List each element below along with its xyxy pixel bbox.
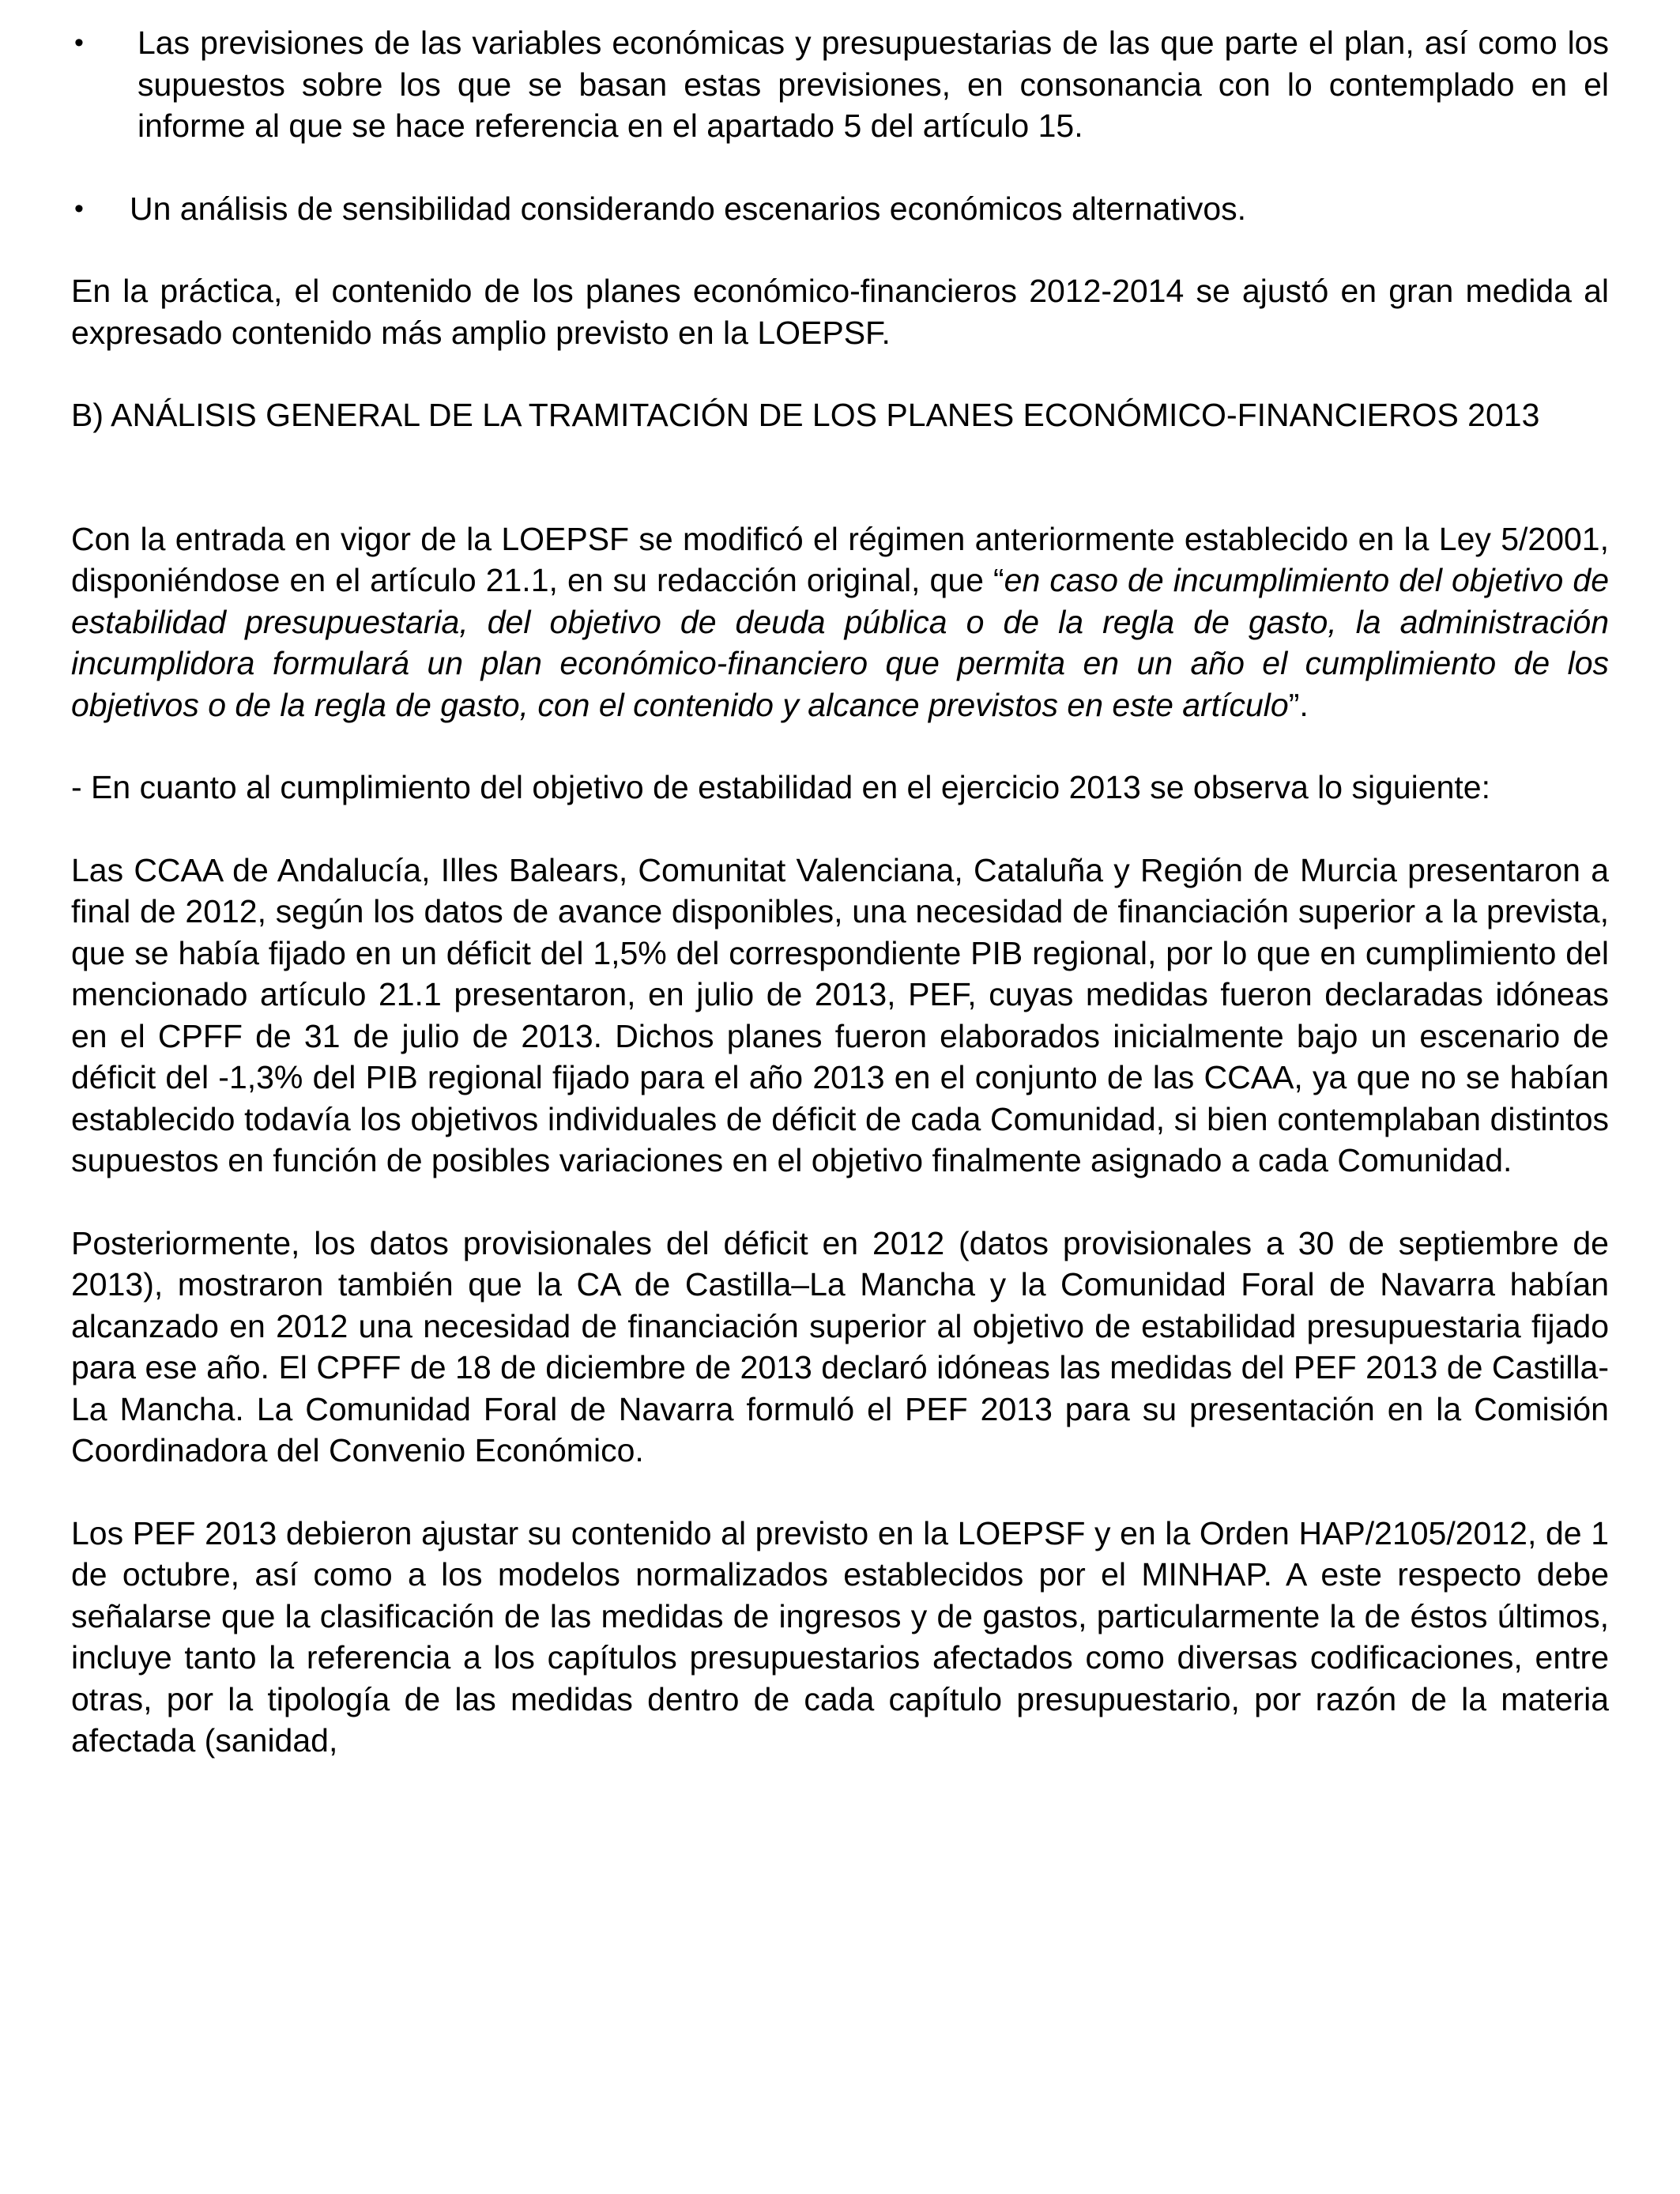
legal-quote: en caso de incumplimiento del objetivo de estabilidad presupuestaria, del objetivo de deuda pública o de la regla de gasto, la administración incumplidora formulará un plan económico-financiero que permita en un año el cumplimiento de los objetivos o de la regla de gasto, con el contenido y alcance previstos en este artículo [71, 562, 1609, 723]
paragraph: Posteriormente, los datos provisionales del déficit en 2012 (datos provisionales a 30 de septiembre de 2013), mostraron también que la CA de Castilla–La Mancha y la Comunidad Foral de Navarra habían alcanzado en 2012 una necesidad de financiación superior al objetivo de estabilidad presupuestaria fijado para ese año. El CPFF de 18 de diciembre de 2013 declaró idóneas las medidas del PEF 2013 de Castilla-La Mancha. La Comunidad Foral de Navarra formuló el PEF 2013 para su presentación en la Comisión Coordinadora del Convenio Económico. [71, 1224, 1609, 1468]
paragraph: Los PEF 2013 debieron ajustar su contenido al previsto en la LOEPSF y en la Orden HAP/2105/2012, de 1 de octubre, así como a los modelos normalizados establecidos por el MINHAP. A este respecto debe señalarse que la clasificación de las medidas de ingresos y de gastos, particularmente la de éstos últimos, incluye tanto la referencia a los capítulos presupuestarios afectados como diversas codificaciones, entre otras, por la tipología de las medidas dentro de cada capítulo presupuestario, por razón de la materia afectada (sanidad, [71, 1514, 1609, 1759]
paragraph: Las CCAA de Andalucía, Illes Balears, Comunitat Valenciana, Cataluña y Región de Murcia presentaron a final de 2012, según los datos de avance disponibles, una necesidad de financiación superior a la prevista, que se había fijado en un déficit del 1,5% del correspondiente PIB regional, por lo que en cumplimiento del mencionado artículo 21.1 presentaron, en julio de 2013, PEF, cuyas medidas fueron declaradas idóneas en el CPFF de 31 de julio de 2013. Dichos planes fueron elaborados inicialmente bajo un escenario de déficit del -1,3% del PIB regional fijado para el año 2013 en el conjunto de las CCAA, ya que no se habían establecido todavía los objetivos individuales de déficit de cada Comunidad, si bien contemplaban distintos supuestos en función de posibles variaciones en el objetivo finalmente asignado a cada Comunidad. [71, 851, 1609, 1178]
section-heading: B) ANÁLISIS GENERAL DE LA TRAMITACIÓN DE LOS PLANES ECONÓMICO-FINANCIEROS 2013 [71, 397, 1540, 433]
bullet-item [71, 188, 1609, 230]
paragraph: En la práctica, el contenido de los planes económico-financieros 2012-2014 se ajustó en gran medida al expresado contenido más amplio previsto en la LOEPSF. [71, 273, 1609, 351]
bullet-text: Las previsiones de las variables económicas y presupuestarias de las que parte el plan, así como los supuestos sobre los que se basan estas previsiones, en consonancia con lo contemplado en el informe al que se hace referencia en el apartado 5 del artículo 15. [137, 25, 1609, 144]
paragraph-with-quote [71, 518, 1609, 726]
bullet-item [71, 22, 1609, 147]
bullet-symbol: • [74, 193, 84, 224]
paragraph-text: Con la entrada en vigor de la LOEPSF se modificó el régimen anteriormente establecido en la Ley 5/2001, disponiéndose en el artículo 21.1, en su redacción original, que “ [71, 520, 1609, 598]
paragraph: - En cuanto al cumplimiento del objetivo de estabilidad en el ejercicio 2013 se observa lo siguiente: [71, 769, 1490, 805]
paragraph-text: ”. [1288, 686, 1309, 723]
bullet-list [71, 22, 1609, 229]
bullet-text: Un análisis de sensibilidad considerando escenarios económicos alternativos. [130, 190, 1247, 227]
bullet-symbol: • [74, 28, 84, 58]
